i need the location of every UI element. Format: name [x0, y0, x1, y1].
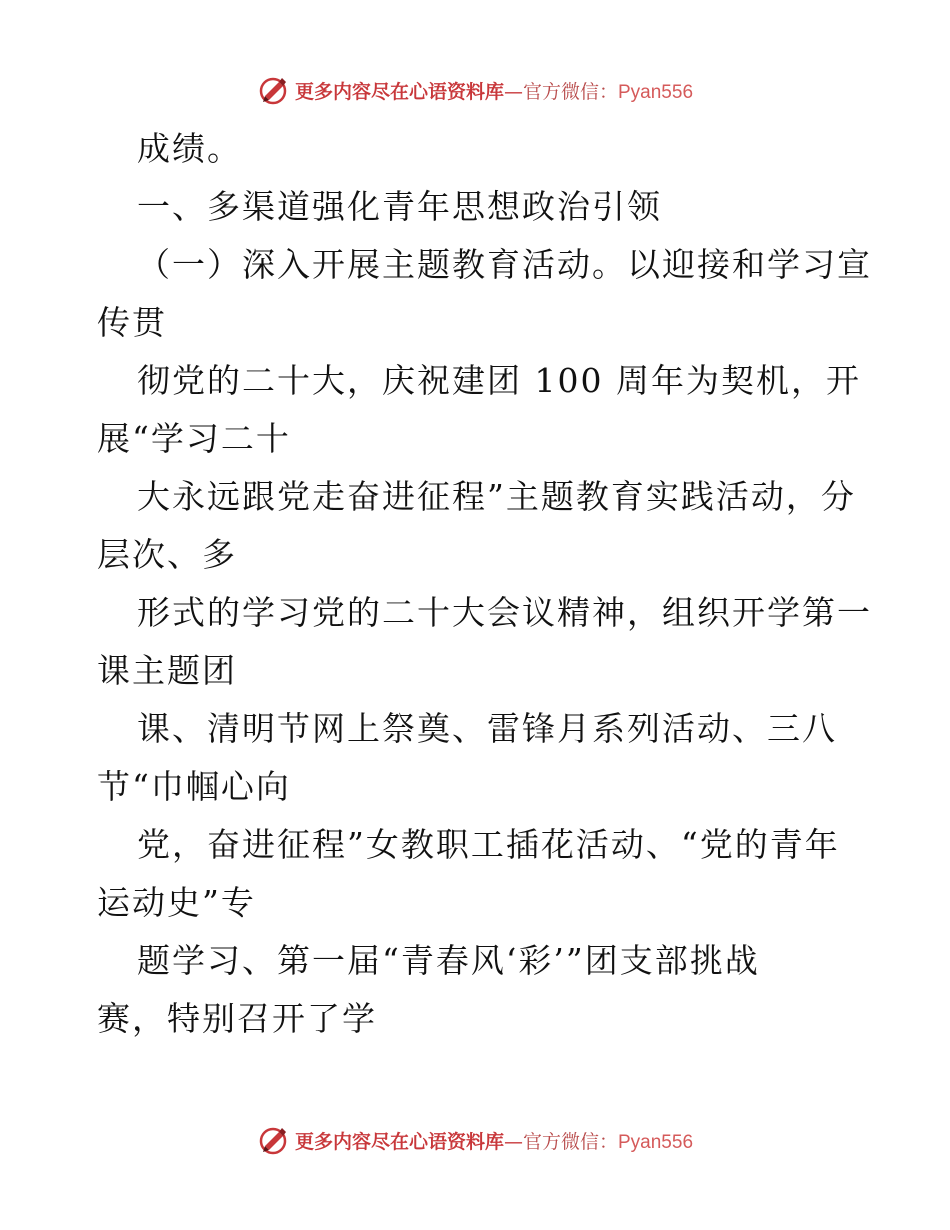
text-line: 题学习、第一届“青春风‘彩’”团支部挑战: [137, 941, 760, 980]
text-line: 课、清明节网上祭奠、雷锋月系列活动、三八: [137, 709, 837, 748]
watermark-text: [295, 77, 693, 104]
pen-logo-icon: [257, 74, 289, 106]
pen-logo-icon: [257, 1124, 289, 1156]
text-line: 大永远跟党走奋进征程”主题教育实践活动，分: [137, 477, 856, 516]
footer-watermark: [0, 1120, 950, 1160]
watermark-wechat-label: 官方微信：: [522, 80, 618, 103]
watermark-separator: —: [503, 1130, 523, 1153]
text-line: 形式的学习党的二十大会议精神，组织开学第一: [137, 593, 872, 632]
text-line: 节“巾帼心向: [97, 767, 291, 806]
watermark-wechat-id: Pyan556: [618, 81, 694, 103]
text-line: 成绩。: [137, 129, 242, 168]
text-line: 展“学习二十: [97, 419, 291, 458]
text-line: 层次、多: [97, 535, 237, 574]
text-line: 传贯: [97, 303, 167, 342]
watermark-brand: 更多内容尽在心语资料库: [294, 1130, 504, 1153]
text-line: 党，奋进征程”女教职工插花活动、“党的青年: [137, 825, 840, 864]
document-body: [97, 120, 872, 1048]
text-line: 赛，特别召开了学: [97, 999, 377, 1038]
watermark-separator: —: [503, 80, 523, 103]
watermark-wechat-id: Pyan556: [618, 1131, 694, 1153]
text-line: 运动史”专: [97, 883, 256, 922]
section-heading: 一、多渠道强化青年思想政治引领: [137, 187, 662, 226]
text-line: 彻党的二十大，庆祝建团 100 周年为契机，开: [137, 361, 861, 400]
text-line: 课主题团: [97, 651, 237, 690]
header-watermark: [0, 70, 950, 110]
text-line: （一）深入开展主题教育活动。以迎接和学习宣: [137, 245, 872, 284]
watermark-wechat-label: 官方微信：: [522, 1130, 618, 1153]
watermark-brand: 更多内容尽在心语资料库: [294, 80, 504, 103]
watermark-text: [295, 1127, 693, 1154]
